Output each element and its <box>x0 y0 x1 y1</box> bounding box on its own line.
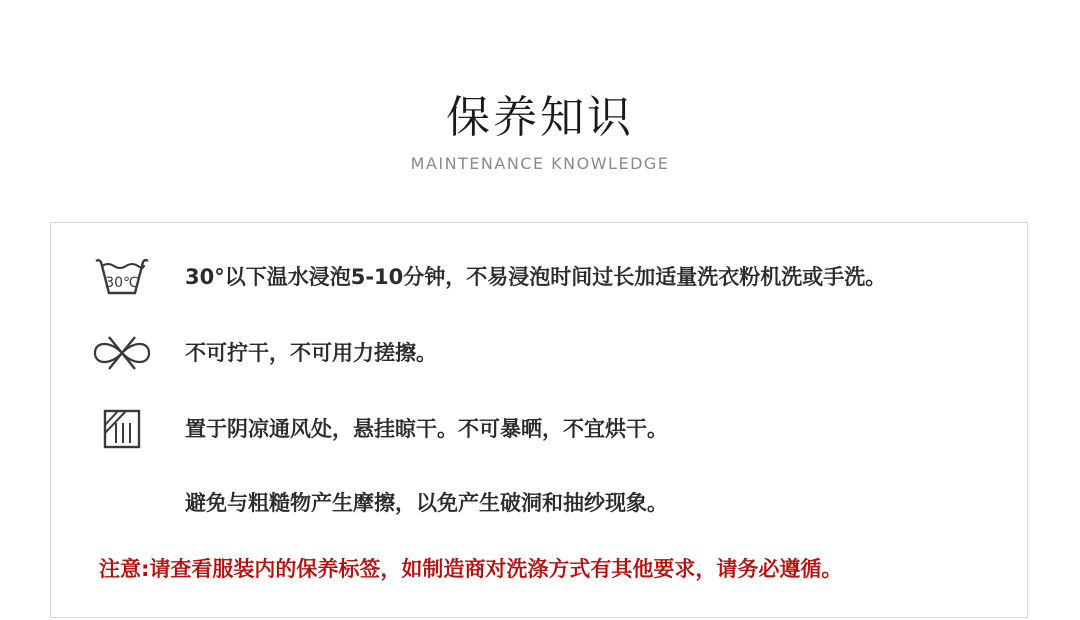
wash-30-icon <box>89 253 155 301</box>
care-item-text: 不可拧干，不可用力搓擦。 <box>185 341 437 365</box>
do-not-wring-icon <box>89 329 155 377</box>
care-item-text: 30°以下温水浸泡5-10分钟，不易浸泡时间过长加适量洗衣粉机洗或手洗。 <box>185 265 887 289</box>
page-subtitle: MAINTENANCE KNOWLEDGE <box>410 154 670 173</box>
care-item-friction <box>51 479 1027 527</box>
care-item-dry <box>51 405 1027 453</box>
line-dry-shade-icon <box>89 405 155 453</box>
care-note: 注意:请查看服装内的保养标签，如制造商对洗涤方式有其他要求，请务必遵循。 <box>99 557 843 581</box>
care-item-text: 避免与粗糙物产生摩擦，以免产生破洞和抽纱现象。 <box>185 491 668 515</box>
care-card <box>50 222 1028 618</box>
care-item-wring <box>51 329 1027 377</box>
wash-temperature-label: 30℃ <box>105 275 139 291</box>
page-title: 保养知识 <box>446 92 634 143</box>
care-item-wash <box>51 253 1027 301</box>
header <box>0 88 1080 173</box>
care-item-text: 置于阴凉通风处，悬挂晾干。不可暴晒，不宜烘干。 <box>185 417 668 441</box>
